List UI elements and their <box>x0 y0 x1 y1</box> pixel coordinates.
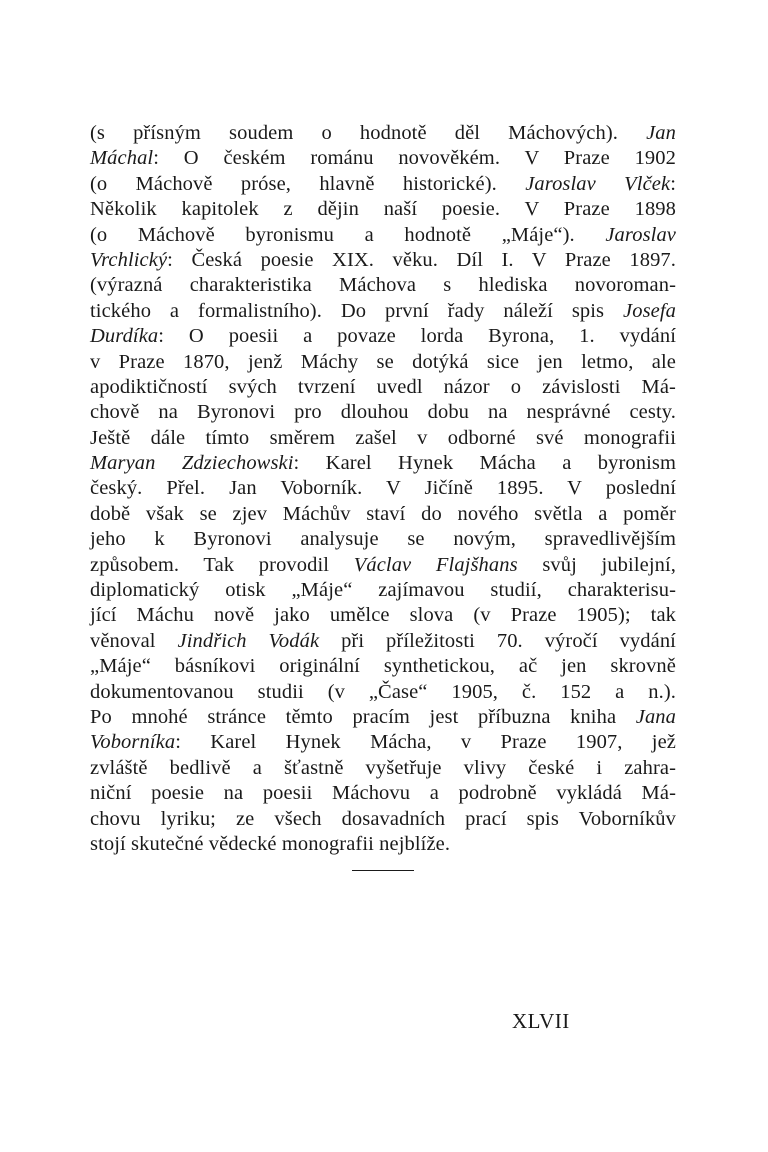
text-run: jící Máchu nově jako umělce slova (v Praze 1905); tak <box>90 604 676 627</box>
text-run: tického a formalistního). Do první řady náleží spis <box>90 299 624 322</box>
text-line <box>90 324 676 349</box>
text-run: způsobem. Tak provodil <box>90 553 354 576</box>
text-line <box>90 426 676 451</box>
text-line <box>90 375 676 400</box>
text-line <box>90 781 676 806</box>
text-run: : <box>670 172 676 195</box>
text-run: Několik kapitolek z dějin naší poesie. V Praze 1898 <box>90 198 676 221</box>
italic-name: Jana <box>635 705 676 728</box>
italic-name: Václav Flajšhans <box>353 553 518 576</box>
text-line <box>90 248 676 273</box>
section-divider-rule <box>352 870 414 871</box>
italic-name: Máchal <box>90 147 154 170</box>
italic-name: Jaroslav <box>605 223 676 246</box>
text-run: chovu lyriku; ze všech dosavadních prací spis Voborníkův <box>90 807 676 830</box>
text-line <box>90 629 676 654</box>
text-line <box>90 756 676 781</box>
text-run: stojí skutečné vědecké monografii nejblíže. <box>90 832 451 855</box>
text-run: : Karel Hynek Mácha a byronism <box>293 452 676 475</box>
text-run: Po mnohé stránce těmto pracím jest příbuzna kniha <box>90 705 636 728</box>
text-run: diplomatický otisk „Máje“ zajímavou studií, charakterisu- <box>90 579 676 602</box>
text-run: svůj jubilejní, <box>517 553 676 576</box>
text-line <box>90 146 676 171</box>
text-line <box>90 502 676 527</box>
text-run: niční poesie na poesii Máchovu a podrobně vykládá Má- <box>90 782 676 805</box>
text-line <box>90 527 676 552</box>
text-line <box>90 223 676 248</box>
body-text <box>90 121 676 857</box>
italic-name: Maryan Zdziechowski <box>90 452 294 475</box>
text-run: jeho k Byronovi analysuje se novým, spravedlivějším <box>90 528 676 551</box>
text-line <box>90 680 676 705</box>
italic-name: Vrchlický <box>90 248 168 271</box>
text-run: : Karel Hynek Mácha, v Praze 1907, jež <box>175 731 676 754</box>
text-run: český. Přel. Jan Voborník. V Jičíně 1895. V poslední <box>90 477 676 500</box>
text-line <box>90 197 676 222</box>
text-run: (o Máchově byronismu a hodnotě „Máje“). <box>90 223 606 246</box>
text-run: v Praze 1870, jenž Máchy se dotýká sice jen letmo, ale <box>90 350 676 373</box>
text-line <box>90 400 676 425</box>
text-line <box>90 578 676 603</box>
text-run: chově na Byronovi pro dlouhou dobu na nesprávné cesty. <box>90 401 676 424</box>
text-run: apodiktičností svých tvrzení uvedl názor o závislosti Má- <box>90 375 676 398</box>
text-run: (s přísným soudem o hodnotě děl Máchových). <box>90 122 647 144</box>
text-run: době však se zjev Máchův staví do nového světla a poměr <box>90 502 676 525</box>
italic-name: Jindřich Vodák <box>177 629 320 652</box>
text-line <box>90 172 676 197</box>
text-run: (výrazná charakteristika Máchova s hlediska novoroman- <box>90 274 676 297</box>
text-run: „Máje“ básníkovi originální synthetickou, ač jen skrovně <box>90 655 676 678</box>
italic-name: Jaroslav Vlček <box>525 172 671 195</box>
text-line <box>90 273 676 298</box>
text-run: při příležitosti 70. výročí vydání <box>319 629 676 652</box>
text-line <box>90 350 676 375</box>
text-line <box>90 603 676 628</box>
text-line <box>90 654 676 679</box>
text-run: Ještě dále tímto směrem zašel v odborné své monografii <box>90 426 676 449</box>
italic-name: Voborníka <box>90 731 176 754</box>
text-run: zvláště bedlivě a šťastně vyšetřuje vlivy české i zahra- <box>90 756 676 779</box>
text-run: : O poesii a povaze lorda Byrona, 1. vydání <box>158 325 676 348</box>
text-line <box>90 121 676 146</box>
text-run: věnoval <box>90 629 178 652</box>
text-line <box>90 807 676 832</box>
text-run: : Česká poesie XIX. věku. Díl I. V Praze 1897. <box>167 248 676 271</box>
page-number: XLVII <box>512 1009 570 1033</box>
text-line <box>90 451 676 476</box>
text-line <box>90 705 676 730</box>
text-run: : O českém románu novověkém. V Praze 1902 <box>153 147 676 170</box>
text-line <box>90 553 676 578</box>
italic-name: Durdíka <box>90 325 159 348</box>
text-line <box>90 299 676 324</box>
text-run: (o Máchově próse, hlavně historické). <box>90 172 526 195</box>
text-run: dokumentovanou studii (v „Čase“ 1905, č. 152 a n.). <box>90 680 676 703</box>
text-line <box>90 832 676 857</box>
italic-name: Jan <box>646 122 676 144</box>
italic-name: Josefa <box>623 299 676 322</box>
text-line <box>90 476 676 501</box>
text-line <box>90 730 676 755</box>
